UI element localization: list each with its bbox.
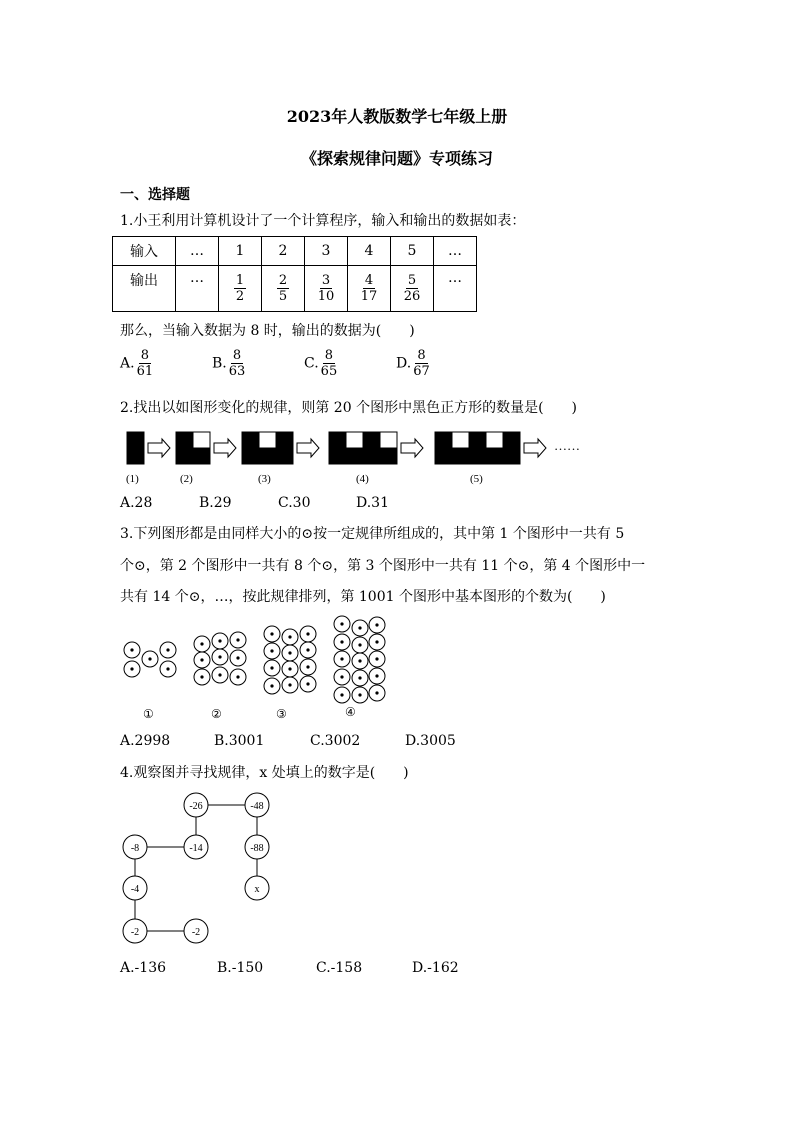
table-cell: … xyxy=(434,266,477,312)
q2-fig-label: (3) xyxy=(258,473,271,485)
circle-center-dot xyxy=(358,659,361,662)
table-cell: … xyxy=(176,237,219,266)
q4-node-label: -88 xyxy=(250,843,264,854)
q4-node-label: -48 xyxy=(250,801,264,812)
q2-continuation: …… xyxy=(554,438,580,453)
circle-center-dot xyxy=(200,675,203,678)
fraction: $\frac{1}{2}$ xyxy=(235,273,245,304)
circle-center-dot xyxy=(236,638,239,641)
circle-center-dot xyxy=(306,682,309,685)
q4-node-label: -2 xyxy=(130,927,140,938)
circle-center-dot xyxy=(340,657,343,660)
table-cell xyxy=(391,266,434,312)
q3-fig-label: ② xyxy=(211,707,222,721)
q2-fig-label: (4) xyxy=(356,473,369,485)
q4-node-label: -4 xyxy=(130,884,140,895)
circle-center-dot xyxy=(288,667,291,670)
fraction: $\frac{5}{26}$ xyxy=(403,273,421,304)
circle-center-dot xyxy=(270,684,273,687)
q2-figure-3 xyxy=(242,432,293,464)
circle-center-dot xyxy=(236,656,239,659)
q3-fig-label: ③ xyxy=(276,707,287,721)
q2-figure-4 xyxy=(329,432,397,464)
q1-io-table xyxy=(112,236,477,312)
circle-center-dot xyxy=(166,648,169,651)
circle-center-dot xyxy=(358,626,361,629)
q2-figure-2 xyxy=(176,432,210,464)
q1-option-d[interactable]: D. $\frac{8}{67}$ xyxy=(396,348,430,379)
circle-center-dot xyxy=(375,657,378,660)
table-cell: … xyxy=(434,237,477,266)
circle-center-dot xyxy=(288,683,291,686)
q2-stem: 2.找出以如图形变化的规律，则第 20 个图形中黑色正方形的数量是( ) xyxy=(120,400,577,416)
arrow-right-icon xyxy=(148,439,170,457)
document-subtitle: 《探索规律问题》专项练习 xyxy=(300,149,493,168)
table-cell xyxy=(348,266,391,312)
circle-center-dot xyxy=(306,648,309,651)
circle-center-dot xyxy=(358,643,361,646)
circle-center-dot xyxy=(340,640,343,643)
q4-number-diagram xyxy=(118,788,288,948)
q1-option-c[interactable]: C. $\frac{8}{65}$ xyxy=(304,348,338,379)
q4-node-label: x xyxy=(254,884,260,895)
circle-center-dot xyxy=(200,658,203,661)
circle-center-dot xyxy=(288,635,291,638)
circle-center-dot xyxy=(270,666,273,669)
q2-figure-1 xyxy=(127,432,144,464)
q2-figure-sequence xyxy=(118,424,598,490)
q2-fig-label: (1) xyxy=(126,473,139,485)
circle-center-dot xyxy=(200,642,203,645)
fraction: $\frac{4}{17}$ xyxy=(360,273,378,304)
q2-fig-label: (5) xyxy=(470,473,483,485)
table-header-cell: 输出 xyxy=(113,266,176,312)
q3-stem-line2: 个⊙，第 2 个图形中一共有 8 个⊙，第 3 个图形中一共有 11 个⊙，第 4 个图形中一 xyxy=(120,558,646,574)
q4-option-c[interactable]: C.-158 xyxy=(316,960,363,976)
circle-center-dot xyxy=(375,623,378,626)
circle-center-dot xyxy=(218,639,221,642)
q2-option-d[interactable]: D.31 xyxy=(356,495,389,511)
q2-figure-5 xyxy=(435,432,520,464)
q4-option-b[interactable]: B.-150 xyxy=(217,960,264,976)
table-header-cell: 输入 xyxy=(113,237,176,266)
circle-center-dot xyxy=(236,675,239,678)
circle-center-dot xyxy=(270,632,273,635)
circle-center-dot xyxy=(340,622,343,625)
circle-center-dot xyxy=(270,649,273,652)
q1-follow: 那么，当输入数据为 8 时，输出的数据为( ) xyxy=(120,323,415,339)
q3-fig-label: ① xyxy=(143,707,154,721)
q3-figure-sequence xyxy=(118,614,398,724)
q2-option-c[interactable]: C.30 xyxy=(278,495,311,511)
fraction: $\frac{2}{5}$ xyxy=(278,273,288,304)
q4-stem: 4.观察图并寻找规律，x 处填上的数字是( ) xyxy=(120,765,409,781)
circle-center-dot xyxy=(148,657,151,660)
circle-center-dot xyxy=(375,674,378,677)
table-cell: 3 xyxy=(305,237,348,266)
q3-option-c[interactable]: C.3002 xyxy=(310,733,361,749)
q3-option-a[interactable]: A.2998 xyxy=(120,733,171,749)
table-row xyxy=(113,266,477,312)
q4-option-a[interactable]: A.-136 xyxy=(120,960,167,976)
circle-center-dot xyxy=(375,691,378,694)
table-cell: 4 xyxy=(348,237,391,266)
table-cell xyxy=(219,266,262,312)
q4-node-label: -8 xyxy=(130,843,140,854)
q2-option-a[interactable]: A.28 xyxy=(120,495,153,511)
circle-center-dot xyxy=(130,667,133,670)
arrow-right-icon xyxy=(214,439,236,457)
q2-fig-label: (2) xyxy=(180,473,193,485)
q3-fig-label: ④ xyxy=(345,705,356,719)
arrow-right-icon xyxy=(401,439,423,457)
q4-option-d[interactable]: D.-162 xyxy=(412,960,459,976)
circle-center-dot xyxy=(218,655,221,658)
document-title: 2023年人教版数学七年级上册 xyxy=(286,107,508,126)
circle-center-dot xyxy=(130,648,133,651)
q4-node-label: -14 xyxy=(189,843,203,854)
arrow-right-icon xyxy=(524,439,546,457)
table-cell xyxy=(305,266,348,312)
circle-center-dot xyxy=(166,667,169,670)
arrow-right-icon xyxy=(297,439,319,457)
q4-node-label: -26 xyxy=(189,801,203,812)
fraction: $\frac{3}{10}$ xyxy=(317,273,335,304)
circle-center-dot xyxy=(340,675,343,678)
circle-center-dot xyxy=(340,693,343,696)
table-row xyxy=(113,237,477,266)
circle-center-dot xyxy=(306,665,309,668)
q1-option-b[interactable]: B. $\frac{8}{63}$ xyxy=(212,348,246,379)
circle-center-dot xyxy=(375,640,378,643)
q1-stem: 1.小王利用计算机设计了一个计算程序，输入和输出的数据如表： xyxy=(120,213,526,229)
q1-option-a[interactable]: A. $\frac{8}{61}$ xyxy=(120,348,154,379)
table-cell: 2 xyxy=(262,237,305,266)
table-cell: … xyxy=(176,266,219,312)
circle-center-dot xyxy=(288,651,291,654)
table-cell: 1 xyxy=(219,237,262,266)
table-cell xyxy=(262,266,305,312)
q3-stem-line3: 共有 14 个⊙，…，按此规律排列，第 1001 个图形中基本图形的个数为( ) xyxy=(120,589,606,605)
q4-node-label: -2 xyxy=(191,927,201,938)
q3-option-b[interactable]: B.3001 xyxy=(214,733,265,749)
q3-stem-line1: 3.下列图形都是由同样大小的⊙按一定规律所组成的，其中第 1 个图形中一共有 5 xyxy=(120,526,625,542)
circle-center-dot xyxy=(218,673,221,676)
q2-option-b[interactable]: B.29 xyxy=(199,495,232,511)
q3-option-d[interactable]: D.3005 xyxy=(405,733,456,749)
circle-center-dot xyxy=(358,693,361,696)
circle-center-dot xyxy=(306,632,309,635)
section-heading: 一、选择题 xyxy=(120,187,190,203)
table-cell: 5 xyxy=(391,237,434,266)
circle-center-dot xyxy=(358,676,361,679)
